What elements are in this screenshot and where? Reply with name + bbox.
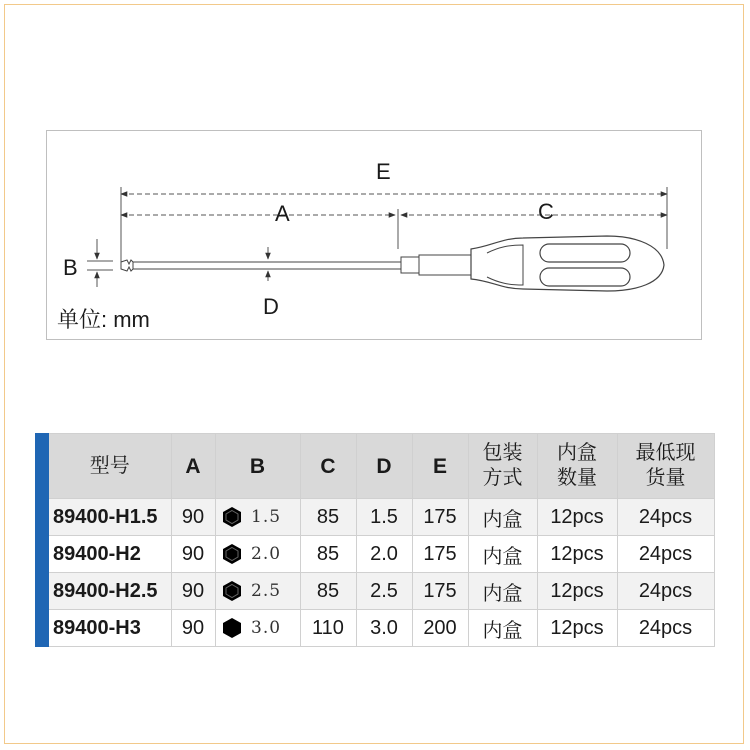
- spec-table: [35, 433, 715, 647]
- header-min-stock: 最低现 货量: [617, 434, 714, 499]
- cell-e: 175: [412, 573, 468, 610]
- hex-outline-icon: [221, 506, 243, 528]
- dimension-diagram: [46, 130, 702, 340]
- header-model: 型号: [42, 434, 171, 499]
- table-row: [42, 573, 714, 610]
- cell-d: 3.0: [356, 610, 412, 647]
- cell-c: 85: [300, 573, 356, 610]
- dim-label-a: A: [275, 201, 290, 226]
- header-b: B: [215, 434, 300, 499]
- cell-e: 175: [412, 499, 468, 536]
- dim-label-b: B: [63, 255, 78, 280]
- cell-a: 90: [171, 499, 215, 536]
- table-row: [42, 536, 714, 573]
- cell-packing: 内盒: [468, 536, 537, 573]
- header-inner-qty: 内盒 数量: [537, 434, 617, 499]
- cell-d: 2.0: [356, 536, 412, 573]
- cell-b: 1.5: [249, 499, 300, 536]
- dim-label-e: E: [376, 159, 391, 184]
- cell-min-stock: 24pcs: [617, 536, 714, 573]
- cell-model: 89400-H2: [42, 536, 171, 573]
- cell-c: 85: [300, 499, 356, 536]
- cell-a: 90: [171, 573, 215, 610]
- cell-b: 3.0: [249, 610, 300, 647]
- cell-e: 200: [412, 610, 468, 647]
- dim-label-d: D: [263, 294, 279, 319]
- cell-model: 89400-H2.5: [42, 573, 171, 610]
- table-row: [42, 499, 714, 536]
- cell-packing: 内盒: [468, 499, 537, 536]
- cell-c: 110: [300, 610, 356, 647]
- cell-d: 2.5: [356, 573, 412, 610]
- dim-label-c: C: [538, 199, 554, 224]
- cell-d: 1.5: [356, 499, 412, 536]
- header-d: D: [356, 434, 412, 499]
- unit-label: 单位: mm: [57, 307, 150, 332]
- table-header-row: [42, 434, 714, 499]
- cell-min-stock: 24pcs: [617, 573, 714, 610]
- header-c: C: [300, 434, 356, 499]
- cell-inner-qty: 12pcs: [537, 499, 617, 536]
- cell-b: 2.5: [249, 573, 300, 610]
- cell-model: 89400-H3: [42, 610, 171, 647]
- cell-inner-qty: 12pcs: [537, 610, 617, 647]
- cell-model: 89400-H1.5: [42, 499, 171, 536]
- hex-solid-icon: [221, 617, 243, 639]
- header-e: E: [412, 434, 468, 499]
- cell-min-stock: 24pcs: [617, 499, 714, 536]
- cell-inner-qty: 12pcs: [537, 536, 617, 573]
- hex-outline-icon: [221, 543, 243, 565]
- cell-min-stock: 24pcs: [617, 610, 714, 647]
- table-row: [42, 610, 714, 647]
- cell-a: 90: [171, 536, 215, 573]
- header-packing: 包装 方式: [468, 434, 537, 499]
- hex-outline-icon: [221, 580, 243, 602]
- cell-e: 175: [412, 536, 468, 573]
- cell-packing: 内盒: [468, 610, 537, 647]
- cell-inner-qty: 12pcs: [537, 573, 617, 610]
- header-a: A: [171, 434, 215, 499]
- cell-packing: 内盒: [468, 573, 537, 610]
- cell-c: 85: [300, 536, 356, 573]
- cell-a: 90: [171, 610, 215, 647]
- cell-b: 2.0: [249, 536, 300, 573]
